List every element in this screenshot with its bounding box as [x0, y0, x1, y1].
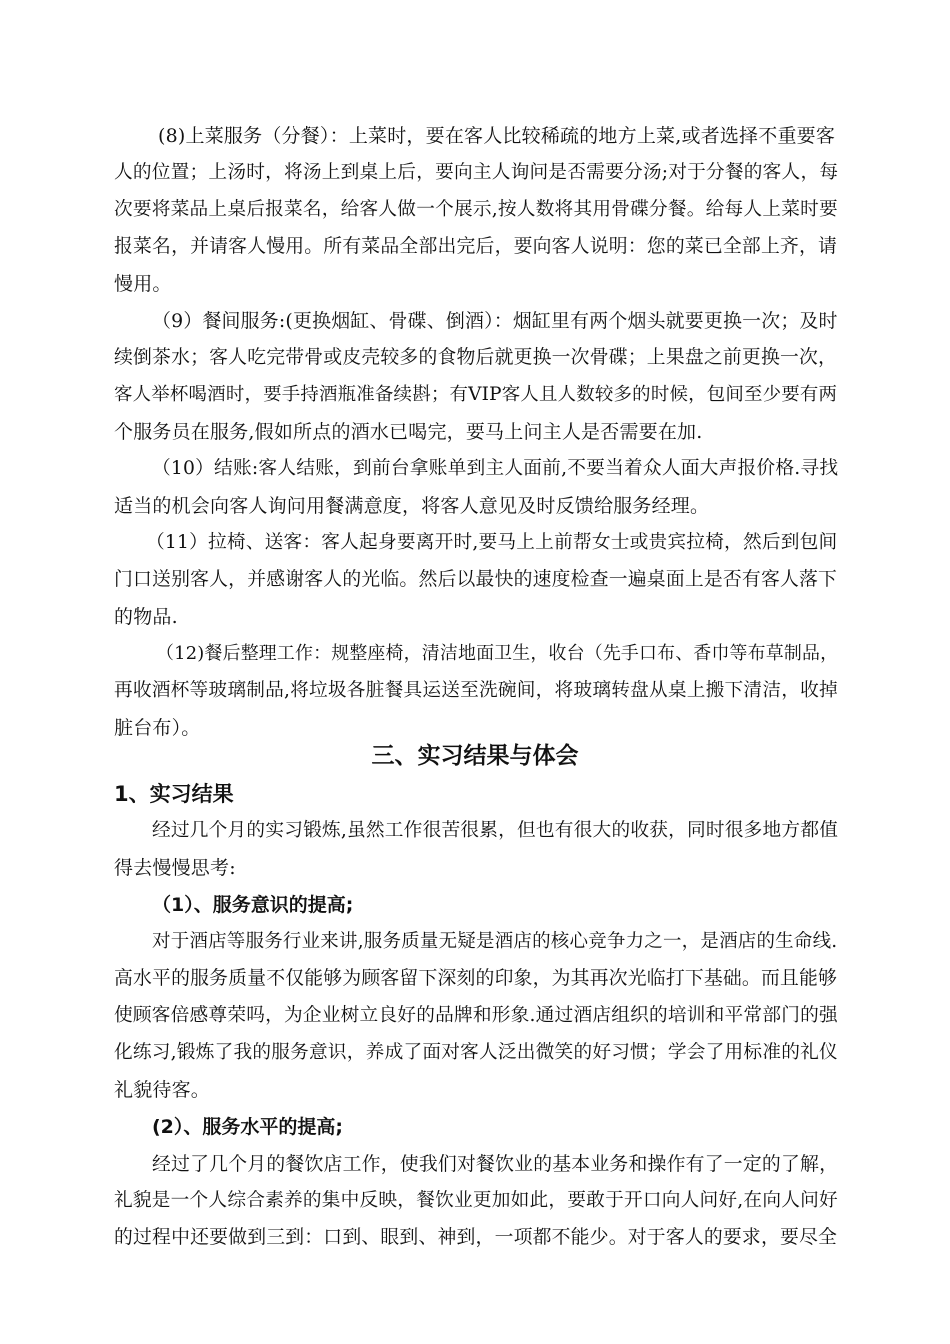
sub-title: 1、实习结果 [114, 782, 234, 806]
paragraph-10-line-1: （10）结账:客人结账，到前台拿账单到主人面前,不要当着众人面大声报价格.寻找 [152, 458, 839, 479]
subheading-service-awareness: （1）、服务意识的提高; [152, 894, 354, 916]
paragraph-11-line-2: 门口送别客人，并感谢客人的光临。然后以最快的速度检查一遍桌面上是否有客人落下 [114, 569, 838, 590]
paragraph-12-line-2: 再收酒杯等玻璃制品,将垃圾各脏餐具运送至洗碗间，将玻璃转盘从桌上搬下清洁，收掉 [114, 680, 838, 701]
intro-line-2: 得去慢慢思考: [114, 857, 236, 879]
paragraph-9-line-2: 续倒茶水；客人吃完带骨或皮壳较多的食物后就更换一次骨碟；上果盘之前更换一次， [114, 347, 838, 368]
paragraph-12-line-1: （12)餐后整理工作：规整座椅，清洁地面卫生，收台（先手口布、香巾等布草制品， [156, 643, 839, 664]
paragraph-8-line-4: 报菜名，并请客人慢用。所有菜品全部出完后，要向客人说明：您的菜已全部上齐，请 [114, 236, 838, 257]
body1-line-2: 高水平的服务质量不仅能够为顾客留下深刻的印象，为其再次光临打下基础。而且能够 [114, 968, 838, 989]
section-title: 三、实习结果与体会 [371, 743, 579, 769]
paragraph-9-line-3: 客人举杯喝酒时，要手持酒瓶准备续斟；有VIP客人且人数较多的时候，包间至少要有两 [114, 384, 838, 405]
body2-line-2: 礼貌是一个人综合素养的集中反映，餐饮业更加如此，要敢于开口向人问好,在向人问好 [114, 1190, 838, 1211]
paragraph-11-line-1: （11）拉椅、送客：客人起身要离开时,要马上上前帮女士或贵宾拉椅，然后到包间 [146, 532, 838, 553]
body2-line-1: 经过了几个月的餐饮店工作，使我们对餐饮业的基本业务和操作有了一定的了解， [152, 1153, 839, 1175]
intro-line-1: 经过几个月的实习锻炼,虽然工作很苦很累，但也有很大的收获，同时很多地方都值 [152, 820, 839, 841]
paragraph-9-line-4: 个服务员在服务,假如所点的酒水已喝完，要马上问主人是否需要在加. [114, 421, 703, 443]
body1-line-3: 使顾客倍感尊荣吗，为企业树立良好的品牌和形象.通过酒店组织的培训和平常部门的强 [114, 1005, 838, 1026]
body1-line-1: 对于酒店等服务行业来讲,服务质量无疑是酒店的核心竞争力之一，是酒店的生命线. [152, 931, 838, 952]
body1-line-5: 礼貌待客。 [114, 1079, 211, 1101]
paragraph-8-line-5: 慢用。 [114, 273, 172, 295]
paragraph-9-line-1: （9）餐间服务:(更换烟缸、骨碟、倒酒）：烟缸里有两个烟头就要更换一次；及时 [152, 310, 838, 332]
paragraph-8-line-1: (8)上菜服务（分餐）：上菜时，要在客人比较稀疏的地方上菜,或者选择不重要客 [158, 125, 836, 147]
body2-line-3: 的过程中还要做到三到：口到、眼到、神到，一项都不能少。对于客人的要求，要尽全 [114, 1227, 838, 1248]
paragraph-10-line-2: 适当的机会向客人询问用餐满意度，将客人意见及时反馈给服务经理。 [114, 495, 710, 517]
paragraph-11-line-3: 的物品. [114, 606, 178, 628]
paragraph-12-line-3: 脏台布）。 [114, 717, 201, 739]
body1-line-4: 化练习,锻炼了我的服务意识，养成了面对客人泛出微笑的好习惯；学会了用标准的礼仪 [114, 1042, 838, 1063]
paragraph-8-line-2: 人的位置；上汤时，将汤上到桌上后，要向主人询问是否需要分汤;对于分餐的客人，每 [114, 162, 839, 183]
paragraph-8-line-3: 次要将菜品上桌后报菜名，给客人做一个展示,按人数将其用骨碟分餐。给每人上菜时要 [114, 199, 838, 220]
subheading-service-level: (2）、服务水平的提高; [152, 1116, 344, 1138]
